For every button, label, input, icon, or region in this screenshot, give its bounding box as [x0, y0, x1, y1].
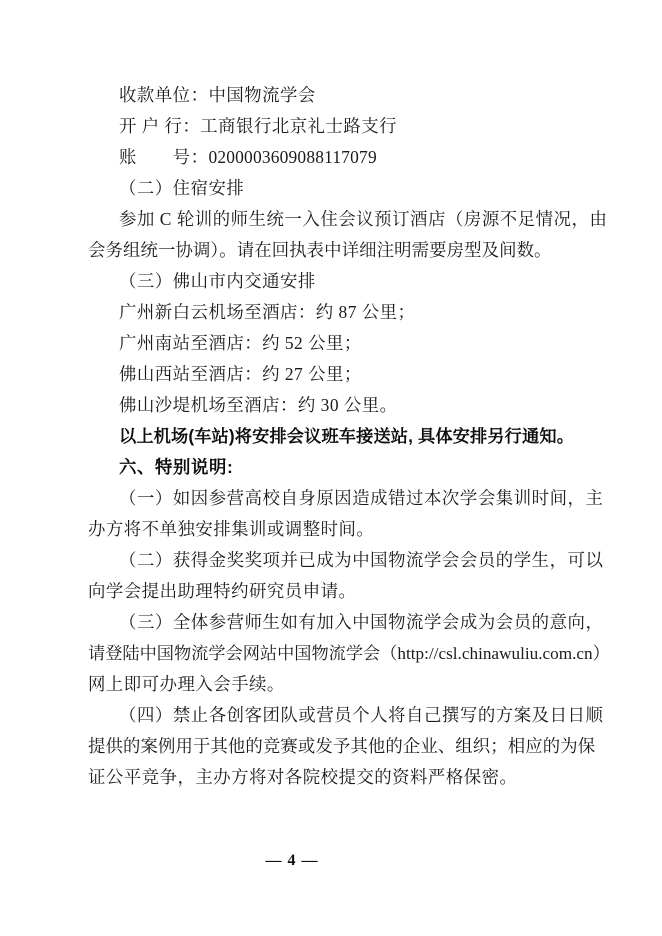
transport-heading: （三）佛山市内交通安排	[119, 271, 316, 291]
page-number: — 4 —	[265, 852, 319, 869]
note-four-line-3: 证公平竞争，主办方将对各院校提交的资料严格保密。	[88, 767, 518, 787]
accommodation-heading: （二）住宿安排	[119, 178, 245, 198]
note-three-prefix: 请登陆中国物流学会网站中国物流学会（	[88, 644, 398, 663]
bank-label: 开 户 行：	[119, 116, 201, 136]
bank-value: 工商银行北京礼士路支行	[200, 116, 398, 136]
payee-label: 收款单位：	[119, 85, 209, 105]
account-label: 账 号：	[119, 147, 209, 167]
payee-line	[88, 80, 574, 111]
note-three-line-1: （三）全体参营师生如有加入中国物流学会成为会员的意向，	[119, 612, 604, 632]
account-line	[88, 142, 574, 173]
bank-line	[88, 111, 574, 142]
note-four-line-1: （四）禁止各创客团队或营员个人将自己撰写的方案及日日顺	[119, 705, 604, 725]
note-two-line-2: 向学会提出助理特约研究员申请。	[88, 581, 357, 601]
note-one-line-1: （一）如因参营高校自身原因造成错过本次学会集训时间，主	[119, 488, 604, 508]
accommodation-line-1: 参加 C 轮训的师生统一入住会议预订酒店（房源不足情况，由	[119, 209, 608, 229]
note-three-suffix: ）	[592, 644, 610, 663]
note-two-line-1: （二）获得金奖奖项并已成为中国物流学会会员的学生，可以	[119, 550, 604, 570]
accommodation-line-2: 会务组统一协调）。请在回执表中详细注明需要房型及间数。	[88, 240, 552, 260]
transport-route-2: 广州南站至酒店：约 52 公里；	[119, 333, 362, 353]
note-three-line-3: 网上即可办理入会手续。	[88, 674, 285, 694]
transport-route-4: 佛山沙堤机场至酒店：约 30 公里。	[119, 395, 398, 415]
note-three-line-2	[88, 638, 610, 669]
note-one-line-2: 办方将不单独安排集训或调整时间。	[88, 519, 375, 539]
transport-route-1: 广州新白云机场至酒店：约 87 公里；	[119, 302, 416, 322]
csl-website-url: http://csl.chinawuliu.com.cn	[397, 644, 593, 663]
special-notes-heading: 六、特别说明:	[119, 457, 234, 477]
transport-route-3: 佛山西站至酒店：约 27 公里；	[119, 364, 362, 384]
account-number: 0200003609088117079	[208, 147, 377, 167]
page-footer	[0, 852, 662, 870]
payee-value: 中国物流学会	[208, 85, 316, 105]
document-body	[88, 80, 610, 793]
note-four-line-2: 提供的案例用于其他的竞赛或发予其他的企业、组织；相应的为保	[88, 736, 596, 756]
shuttle-note: 以上机场(车站)将安排会议班车接送站, 具体安排另行通知。	[119, 426, 575, 446]
